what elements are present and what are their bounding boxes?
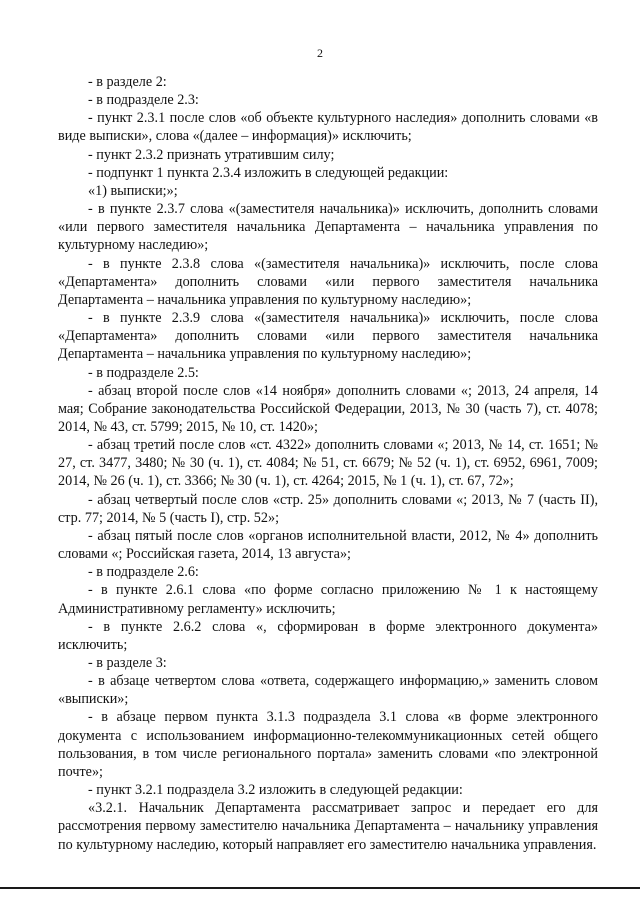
paragraph-item-2-3-2: - пункт 2.3.2 признать утратившим силу;	[88, 146, 335, 163]
paragraph-subsection-2-6: - в подразделе 2.6:	[88, 564, 199, 581]
page-bottom-rule	[0, 887, 640, 889]
paragraph-section-2: - в разделе 2:	[88, 74, 167, 90]
paragraph-quote-3-2-1: «3.2.1. Начальник Департамента рассматривает запрос и передает его для рассмотрения первому заместителю начальника Департамента – начальнику управления по культурному наследию, который направляет его заместителю начальника управления.	[58, 800, 598, 853]
paragraph-item-3-1-3: - в абзаце первом пункта 3.1.3 подраздела 3.1 слова «в форме электронного документа с использованием информационно-телекоммуникационных сетей общего пользования, в том числе регионального портала» заменить словами «по электронной почте»;	[58, 709, 598, 780]
paragraph-item-3-2-1: - пункт 3.2.1 подраздела 3.2 изложить в следующей редакции:	[88, 782, 463, 799]
paragraph-quote-extracts: «1) выписки;»;	[88, 182, 178, 199]
page-number: 2	[317, 46, 323, 60]
paragraph-item-2-3-7: - в пункте 2.3.7 слова «(заместителя начальника)» исключить, дополнить словами «или первого заместителя начальника Департамента – начальника управления по культурному наследию»;	[58, 201, 598, 254]
document-body	[58, 73, 598, 854]
paragraph-item-2-3-1: - пункт 2.3.1 после слов «об объекте культурного наследия» дополнить словами «в виде выписки», слова «(далее – информация)» исключить;	[58, 110, 598, 145]
paragraph-2-5-second: - абзац второй после слов «14 ноября» дополнить словами «; 2013, 24 апреля, 14 мая; Собрание законодательства Российской Федерации, 2013, № 30 (часть 7), ст. 4078; 2014, № 43, ст. 5799; 2015, № 10, ст. 1420»;	[58, 382, 598, 435]
paragraph-2-5-fifth: - абзац пятый после слов «органов исполнительной власти, 2012, № 4» дополнить словами «; Российская газета, 2014, 13 августа»;	[58, 527, 598, 563]
paragraph-item-2-3-9: - в пункте 2.3.9 слова «(заместителя начальника)» исключить, после слова «Департамента» дополнить словами «или первого заместителя начальника Департамента – начальника управления по культурному наследию»;	[58, 310, 598, 363]
paragraph-item-2-6-2: - в пункте 2.6.2 слова «, сформирован в форме электронного документа» исключить;	[58, 618, 598, 653]
paragraph-item-2-3-4: - подпункт 1 пункта 2.3.4 изложить в следующей редакции:	[88, 164, 449, 181]
paragraph-2-5-third: - абзац третий после слов «ст. 4322» дополнить словами «; 2013, № 14, ст. 1651; № 27, ст. 3477, 3480; № 30 (ч. 1), ст. 4084; № 51, ст. 6679; № 52 (ч. 1), ст. 6952, 6961, 7009; 2014, № 26 (ч. 1), ст. 3366; № 30 (ч. 1), ст. 4264; 2015, № 1 (ч. 1), ст. 67, 72»;	[58, 437, 598, 490]
paragraph-subsection-2-3: - в подразделе 2.3:	[88, 92, 199, 109]
paragraph-section-3: - в разделе 3:	[88, 655, 167, 671]
paragraph-item-2-6-1: - в пункте 2.6.1 слова «по форме согласно приложению № 1 к настоящему Административному регламенту» исключить;	[58, 582, 598, 617]
paragraph-subsection-2-5: - в подразделе 2.5:	[88, 364, 199, 381]
paragraph-2-5-fourth: - абзац четвертый после слов «стр. 25» дополнить словами «; 2013, № 7 (часть II), стр. 77; 2014, № 5 (часть I), стр. 52»;	[58, 491, 598, 526]
paragraph-section-3-fourth: - в абзаце четвертом слова «ответа, содержащего информацию,» заменить словом «выписки»;	[58, 673, 598, 708]
paragraph-item-2-3-8: - в пункте 2.3.8 слова «(заместителя начальника)» исключить, после слова «Департамента» дополнить словами «или первого заместителя начальника Департамента – начальника управления по культурному наследию»;	[58, 255, 598, 308]
